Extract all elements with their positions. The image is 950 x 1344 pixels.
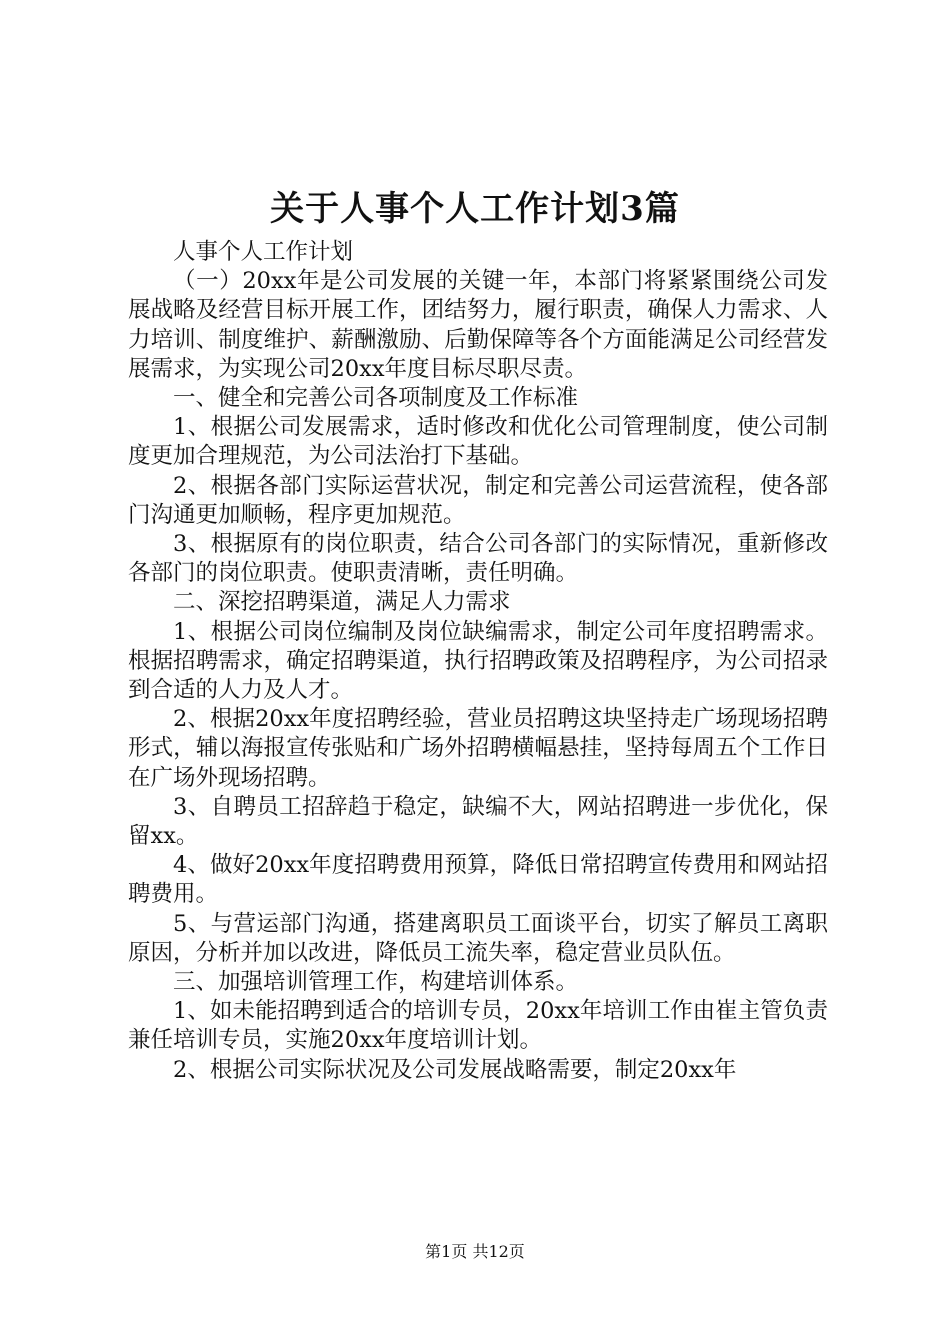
paragraph: 人事个人工作计划 (173, 239, 354, 265)
paragraph: 1、如未能招聘到适合的培训专员，20xx年培训工作由崔主管负责兼任培训专员，实施20xx年度培训计划。 (128, 998, 828, 1054)
document-title: 关于人事个人工作计划3篇 (270, 189, 680, 229)
paragraph: （一）20xx年是公司发展的关键一年，本部门将紧紧围绕公司发展战略及经营目标开展工作，团结努力，履行职责，确保人力需求、人力培训、制度维护、薪酬激励、后勤保障等各个方面能满足公司经营发展需求，为实现公司20xx年度目标尽职尽责。 (128, 268, 828, 382)
paragraph: 4、做好20xx年度招聘费用预算，降低日常招聘宣传费用和网站招聘费用。 (128, 852, 828, 908)
paragraph: 2、根据20xx年度招聘经验，营业员招聘这块坚持走广场现场招聘形式，辅以海报宣传张贴和广场外招聘横幅悬挂，坚持每周五个工作日在广场外现场招聘。 (128, 706, 828, 791)
paragraph: 2、根据公司实际状况及公司发展战略需要，制定20xx年 (173, 1056, 737, 1083)
paragraph: 5、与营运部门沟通，搭建离职员工面谈平台，切实了解员工离职原因，分析并加以改进，降低员工流失率，稳定营业员队伍。 (128, 910, 828, 966)
paragraph: 1、根据公司发展需求，适时修改和优化公司管理制度，使公司制度更加合理规范，为公司法治打下基础。 (128, 414, 828, 470)
paragraph: 3、自聘员工招辞趋于稳定，缺编不大，网站招聘进一步优化，保留xx。 (128, 793, 828, 850)
page-footer: 第1页 共12页 (425, 1242, 525, 1261)
section-heading: 三、加强培训管理工作，构建培训体系。 (173, 969, 579, 996)
section-heading: 一、健全和完善公司各项制度及工作标准 (173, 385, 579, 412)
paragraph: 2、根据各部门实际运营状况，制定和完善公司运营流程，使各部门沟通更加顺畅，程序更加规范。 (128, 472, 828, 528)
document-body (128, 238, 828, 1085)
section-heading: 二、深挖招聘渠道，满足人力需求 (173, 589, 511, 616)
paragraph: 3、根据原有的岗位职责，结合公司各部门的实际情况，重新修改各部门的岗位职责。使职责清晰，责任明确。 (128, 531, 828, 587)
paragraph: 1、根据公司岗位编制及岗位缺编需求，制定公司年度招聘需求。根据招聘需求，确定招聘渠道，执行招聘政策及招聘程序，为公司招录到合适的人力及人才。 (128, 618, 828, 704)
